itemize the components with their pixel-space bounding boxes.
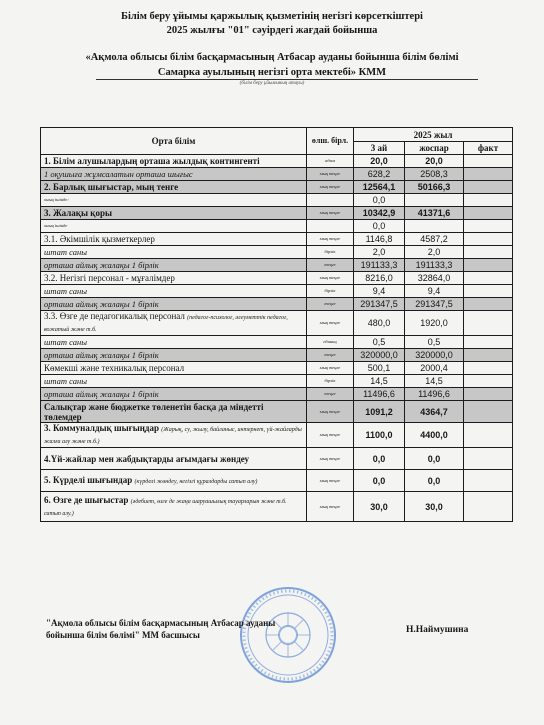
row-unit: мың теңге bbox=[307, 423, 354, 448]
table-row bbox=[41, 272, 513, 285]
col-unit: өлш. бірл. bbox=[307, 128, 354, 155]
row-value-3m: 0,0 bbox=[354, 470, 405, 492]
row-value-3m: 10342,9 bbox=[354, 207, 405, 220]
row-label bbox=[41, 470, 307, 492]
row-label-note: (Жарық, су, жылу, байланыс, интернет, үй-жайларды жалға алу және т.б.) bbox=[44, 427, 302, 445]
row-label-text: 3.1. Әкімшілік қызметкерлер bbox=[44, 234, 155, 244]
table-row bbox=[41, 375, 513, 388]
table-row bbox=[41, 362, 513, 375]
row-unit: бірлік bbox=[307, 246, 354, 259]
row-label bbox=[41, 220, 307, 233]
row-label bbox=[41, 194, 307, 207]
table-row bbox=[41, 492, 513, 522]
row-value-3m: 500,1 bbox=[354, 362, 405, 375]
row-value-plan bbox=[405, 220, 464, 233]
row-label-text: 5. Күрделі шығындар bbox=[44, 474, 133, 485]
row-value-plan: 4400,0 bbox=[405, 423, 464, 448]
org-caption: (білім беру ұйымының атауы) bbox=[239, 81, 305, 86]
row-unit: бірлік bbox=[307, 285, 354, 298]
row-value-plan: 4364,7 bbox=[405, 401, 464, 423]
row-value-fact bbox=[464, 311, 513, 336]
row-label bbox=[41, 336, 307, 349]
signer-name: Н.Наймушина bbox=[406, 625, 469, 635]
row-unit: адам bbox=[307, 155, 354, 168]
row-value-fact bbox=[464, 181, 513, 194]
row-label-text: штат саны bbox=[44, 337, 87, 347]
table-row bbox=[41, 388, 513, 401]
row-value-plan: 0,0 bbox=[405, 470, 464, 492]
row-unit: мың теңге bbox=[307, 362, 354, 375]
row-unit: теңге bbox=[307, 298, 354, 311]
row-value-3m: 191133,3 bbox=[354, 259, 405, 272]
footer-line2: бойынша білім бөлімі" ММ басшысы bbox=[46, 630, 200, 640]
row-value-3m: 320000,0 bbox=[354, 349, 405, 362]
row-value-fact bbox=[464, 388, 513, 401]
row-value-3m: 0,0 bbox=[354, 220, 405, 233]
table-row bbox=[41, 155, 513, 168]
row-value-3m: 480,0 bbox=[354, 311, 405, 336]
row-value-3m: 0,5 bbox=[354, 336, 405, 349]
table-row bbox=[41, 168, 513, 181]
col-title: Орта білім bbox=[41, 128, 307, 155]
row-value-fact bbox=[464, 298, 513, 311]
row-label-note: (педагог-психолог, әлеуметтік педагог, вожатый және т.б. bbox=[44, 315, 288, 333]
row-unit: теңге bbox=[307, 349, 354, 362]
row-value-plan: 32864,0 bbox=[405, 272, 464, 285]
finance-table bbox=[40, 127, 513, 522]
footer-line1: "Ақмола облысы білім басқармасының Атбасар ауданы bbox=[46, 618, 276, 628]
table-row bbox=[41, 246, 513, 259]
row-value-fact bbox=[464, 233, 513, 246]
row-value-plan: 2508,3 bbox=[405, 168, 464, 181]
table-row bbox=[41, 311, 513, 336]
row-label bbox=[41, 311, 307, 336]
row-label bbox=[41, 155, 307, 168]
table-row bbox=[41, 220, 513, 233]
row-value-plan: 0,0 bbox=[405, 448, 464, 470]
row-value-plan: 0,5 bbox=[405, 336, 464, 349]
row-label-text: 3. Коммуналдық шығыңдар bbox=[44, 423, 159, 433]
row-label-text: 2. Барлық шығыстар, мың тенге bbox=[44, 182, 179, 192]
col-fact: факт bbox=[464, 142, 513, 155]
footer-org bbox=[46, 617, 275, 641]
row-unit: мың теңге bbox=[307, 401, 354, 423]
row-value-3m: 1091,2 bbox=[354, 401, 405, 423]
row-label bbox=[41, 423, 307, 448]
row-label bbox=[41, 448, 307, 470]
row-value-plan: 30,0 bbox=[405, 492, 464, 522]
row-value-plan: 11496,6 bbox=[405, 388, 464, 401]
row-value-plan: 2000,4 bbox=[405, 362, 464, 375]
row-unit: мың теңге bbox=[307, 311, 354, 336]
row-label bbox=[41, 298, 307, 311]
row-unit: мың теңге bbox=[307, 448, 354, 470]
row-label-text: Көмекші және техникалық персонал bbox=[44, 363, 185, 373]
row-value-plan: 41371,6 bbox=[405, 207, 464, 220]
row-value-plan: 9,4 bbox=[405, 285, 464, 298]
row-label bbox=[41, 233, 307, 246]
row-value-fact bbox=[464, 168, 513, 181]
row-label-text: орташа айлық жалақы 1 бірлік bbox=[44, 299, 159, 309]
row-label-text: оның ішінде bbox=[44, 223, 68, 228]
row-value-fact bbox=[464, 349, 513, 362]
row-label bbox=[41, 181, 307, 194]
table-row bbox=[41, 233, 513, 246]
table-row bbox=[41, 259, 513, 272]
table-row bbox=[41, 336, 513, 349]
row-value-fact bbox=[464, 246, 513, 259]
row-label-text: Салықтар және бюджетке төленетін басқа да міндетті төлемдер bbox=[44, 401, 264, 422]
row-label-note: (күрделі жөндеу, негізгі құралдарды сатып алу) bbox=[134, 478, 258, 485]
table-row bbox=[41, 423, 513, 448]
row-value-3m: 11496,6 bbox=[354, 388, 405, 401]
row-unit: мың теңге bbox=[307, 168, 354, 181]
row-unit: мың теңге bbox=[307, 470, 354, 492]
row-unit: теңге bbox=[307, 259, 354, 272]
row-value-3m: 30,0 bbox=[354, 492, 405, 522]
row-unit: мың теңге bbox=[307, 181, 354, 194]
row-unit: мың теңге bbox=[307, 492, 354, 522]
row-value-3m: 1146,8 bbox=[354, 233, 405, 246]
row-value-fact bbox=[464, 470, 513, 492]
row-unit bbox=[307, 220, 354, 233]
table-row bbox=[41, 401, 513, 423]
row-label-text: 3. Жалақы қоры bbox=[44, 208, 112, 218]
row-unit: мың теңге bbox=[307, 272, 354, 285]
row-label-text: орташа айлық жалақы 1 бірлік bbox=[44, 389, 159, 399]
row-label bbox=[41, 168, 307, 181]
row-label-text: штат саны bbox=[44, 376, 87, 386]
table-row bbox=[41, 470, 513, 492]
row-value-plan bbox=[405, 194, 464, 207]
row-value-fact bbox=[464, 423, 513, 448]
row-label-text: 4.Үй-жайлар мен жабдықтарды ағымдағы жөндеу bbox=[44, 453, 250, 464]
row-label bbox=[41, 207, 307, 220]
row-value-plan: 320000,0 bbox=[405, 349, 464, 362]
row-value-fact bbox=[464, 362, 513, 375]
row-unit: единиц bbox=[307, 336, 354, 349]
row-value-plan: 2,0 bbox=[405, 246, 464, 259]
org-name-line1: «Ақмола облысы білім басқармасының Атбасар ауданы бойынша білім бөлімі bbox=[85, 52, 459, 63]
row-value-3m: 20,0 bbox=[354, 155, 405, 168]
table-row bbox=[41, 194, 513, 207]
table-row bbox=[41, 448, 513, 470]
row-unit bbox=[307, 194, 354, 207]
row-value-plan: 50166,3 bbox=[405, 181, 464, 194]
col-3m: 3 ай bbox=[354, 142, 405, 155]
row-value-3m: 628,2 bbox=[354, 168, 405, 181]
row-label bbox=[41, 246, 307, 259]
table-row bbox=[41, 207, 513, 220]
row-value-plan: 291347,5 bbox=[405, 298, 464, 311]
row-value-fact bbox=[464, 194, 513, 207]
row-label bbox=[41, 349, 307, 362]
row-value-3m: 14,5 bbox=[354, 375, 405, 388]
row-value-3m: 12564,1 bbox=[354, 181, 405, 194]
doc-title: Білім беру ұйымы қаржылық қызметінің негізгі көрсеткіштері bbox=[121, 11, 423, 22]
row-value-3m: 8216,0 bbox=[354, 272, 405, 285]
table-row bbox=[41, 349, 513, 362]
row-value-fact bbox=[464, 401, 513, 423]
row-value-3m: 291347,5 bbox=[354, 298, 405, 311]
row-value-plan: 4587,2 bbox=[405, 233, 464, 246]
row-value-3m: 1100,0 bbox=[354, 423, 405, 448]
row-value-plan: 1920,0 bbox=[405, 311, 464, 336]
row-value-fact bbox=[464, 155, 513, 168]
row-value-fact bbox=[464, 375, 513, 388]
row-unit: мың теңге bbox=[307, 207, 354, 220]
row-label-text: 1. Білім алушылардың орташа жылдық контингенті bbox=[44, 156, 260, 166]
table-row bbox=[41, 285, 513, 298]
row-unit: мың теңге bbox=[307, 233, 354, 246]
row-label bbox=[41, 285, 307, 298]
row-label-text: оның ішінде: bbox=[44, 197, 69, 202]
row-value-plan: 20,0 bbox=[405, 155, 464, 168]
underline-rule bbox=[96, 79, 478, 80]
row-label-text: 3.2. Негізгі персонал - мұғалімдер bbox=[44, 273, 175, 283]
row-value-fact bbox=[464, 285, 513, 298]
row-label bbox=[41, 492, 307, 522]
row-label-text: штат саны bbox=[44, 247, 87, 257]
row-label-text: 3.3. Өзге де педагогикалық персонал bbox=[44, 311, 185, 321]
row-value-3m: 2,0 bbox=[354, 246, 405, 259]
row-label bbox=[41, 362, 307, 375]
row-label-text: орташа айлық жалақы 1 бірлік bbox=[44, 260, 159, 270]
table-row bbox=[41, 298, 513, 311]
table-row bbox=[41, 181, 513, 194]
row-value-fact bbox=[464, 220, 513, 233]
org-name-line2: Самарка ауылының негізгі орта мектебі» КММ bbox=[157, 67, 387, 78]
row-value-plan: 191133,3 bbox=[405, 259, 464, 272]
col-year: 2025 жыл bbox=[354, 128, 513, 142]
row-value-fact bbox=[464, 448, 513, 470]
row-value-fact bbox=[464, 207, 513, 220]
row-value-3m: 9,4 bbox=[354, 285, 405, 298]
row-label bbox=[41, 388, 307, 401]
row-label bbox=[41, 375, 307, 388]
row-label bbox=[41, 259, 307, 272]
row-value-fact bbox=[464, 272, 513, 285]
row-value-fact bbox=[464, 259, 513, 272]
row-value-3m: 0,0 bbox=[354, 194, 405, 207]
row-value-plan: 14,5 bbox=[405, 375, 464, 388]
row-label-note: (әдебиет, өзге де жаңа шаруашылық тауарларын және т.б. сатып алу.) bbox=[44, 498, 287, 517]
row-value-3m: 0,0 bbox=[354, 448, 405, 470]
row-label bbox=[41, 401, 307, 423]
row-label bbox=[41, 272, 307, 285]
row-value-fact bbox=[464, 492, 513, 522]
doc-date: 2025 жылғы "01" сәуірдегі жағдай бойынша bbox=[166, 25, 378, 36]
row-label-text: орташа айлық жалақы 1 бірлік bbox=[44, 350, 159, 360]
row-unit: теңге bbox=[307, 388, 354, 401]
col-plan: жоспар bbox=[405, 142, 464, 155]
row-label-text: штат саны bbox=[44, 286, 87, 296]
row-label-text: 1 оқушыға жұмсалатын орташа шығыс bbox=[44, 169, 193, 179]
row-label-text: 6. Өзге де шығыстар bbox=[44, 494, 129, 505]
row-value-fact bbox=[464, 336, 513, 349]
row-unit: бірлік bbox=[307, 375, 354, 388]
